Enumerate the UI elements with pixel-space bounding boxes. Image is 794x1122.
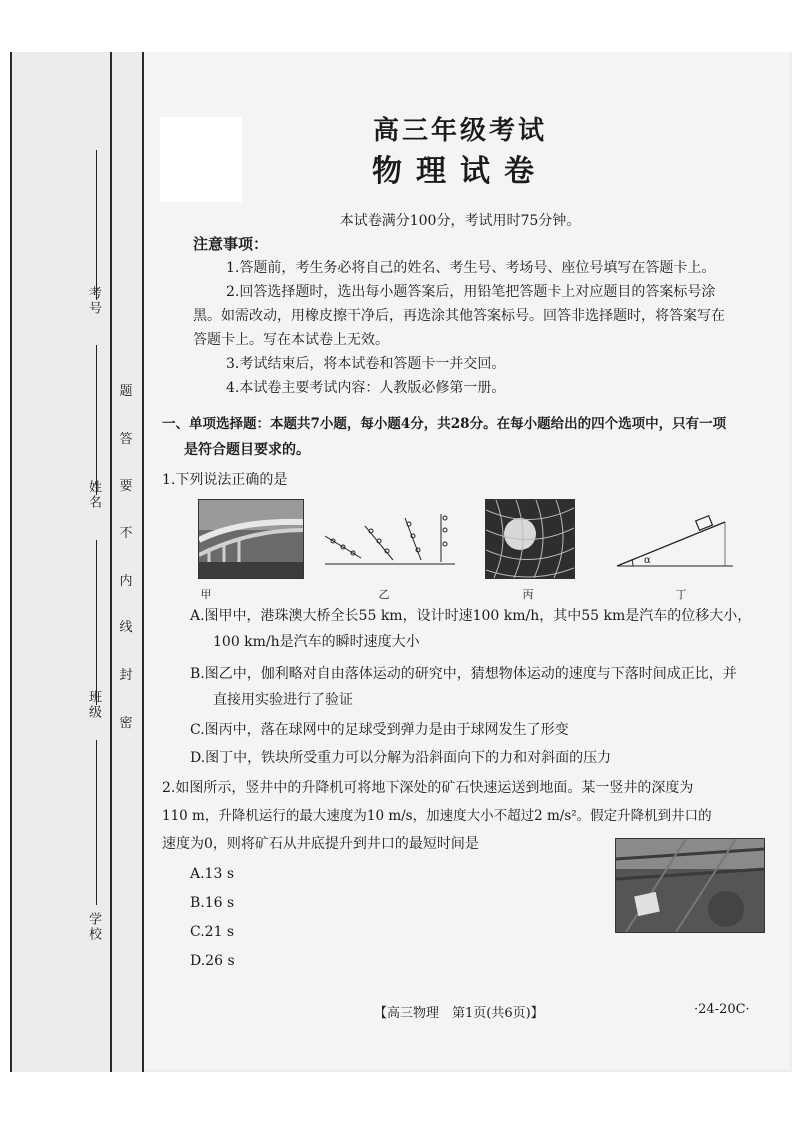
question-1-stem: 1.下列说法正确的是 bbox=[162, 472, 288, 488]
figure-caption-bing: 丙 bbox=[522, 588, 534, 601]
seal-char: 答 bbox=[119, 432, 133, 447]
seal-char: 封 bbox=[119, 668, 133, 683]
note-line: 黑。如需改动，用橡皮擦干净后，再选涂其他答案标号。回答非选择题时，将答案写在 bbox=[193, 308, 725, 324]
seal-char: 线 bbox=[119, 620, 133, 635]
angle-label: α bbox=[644, 555, 651, 566]
barcode-blank-area bbox=[160, 117, 242, 202]
section-heading: 一、单项选择题：本题共7小题，每小题4分，共28分。在每小题给出的四个选项中，只有一项 bbox=[162, 416, 727, 432]
q2-option-a: A.13 s bbox=[190, 866, 235, 882]
xingming-fill-line bbox=[96, 345, 97, 495]
question-2-stem: 2.如图所示，竖井中的升降机可将地下深处的矿石快速运送到地面。某一竖井的深度为 bbox=[162, 780, 694, 796]
note-line: 4.本试卷主要考试内容：人教版必修第一册。 bbox=[226, 380, 506, 396]
figure-ding-block-on-incline bbox=[615, 508, 735, 570]
figure-caption-ding: 丁 bbox=[675, 588, 687, 601]
q1-option-b: B.图乙中，伽利略对自由落体运动的研究中，猜想物体运动的速度与下落时间成正比，并 bbox=[190, 666, 737, 682]
binding-line-right bbox=[142, 52, 144, 1072]
banji-label: 班级 bbox=[86, 690, 101, 720]
q2-option-b: B.16 s bbox=[190, 895, 235, 911]
q1-option-d: D.图丁中，铁块所受重力可以分解为沿斜面向下的力和对斜面的压力 bbox=[190, 750, 612, 766]
xuexiao-label: 学校 bbox=[86, 912, 101, 942]
q1-option-b-cont: 直接用实验进行了验证 bbox=[213, 692, 353, 708]
figure-caption-yi: 乙 bbox=[378, 588, 390, 601]
question-2-stem-cont: 110 m，升降机运行的最大速度为10 m/s，加速度大小不超过2 m/s²。假定升降机到井口的 bbox=[162, 808, 712, 824]
exam-code: ·24-20C· bbox=[694, 1002, 750, 1017]
figure-bing-net-image bbox=[485, 499, 575, 579]
seal-char: 密 bbox=[119, 716, 133, 731]
q2-option-d: D.26 s bbox=[190, 953, 235, 969]
exam-subject-title: 物理试卷 bbox=[372, 154, 548, 189]
binding-line-left bbox=[110, 52, 112, 1072]
exam-info: 本试卷满分100分，考试用时75分钟。 bbox=[339, 213, 581, 229]
kaohao-fill-line bbox=[96, 150, 97, 300]
note-line: 1.答题前，考生务必将自己的姓名、考生号、考场号、座位号填写在答题卡上。 bbox=[226, 260, 716, 276]
xingming-label: 姓名 bbox=[86, 480, 101, 510]
notes-heading: 注意事项： bbox=[193, 235, 269, 253]
seal-char: 题 bbox=[119, 384, 133, 399]
note-line: 3.考试结束后，将本试卷和答题卡一并交回。 bbox=[226, 356, 506, 372]
figure-caption-jia: 甲 bbox=[200, 588, 212, 601]
figure-jia-bridge-image bbox=[198, 499, 304, 579]
kaohao-label: 考号 bbox=[86, 286, 101, 316]
banji-fill-line bbox=[96, 540, 97, 705]
q1-option-c: C.图丙中，落在球网中的足球受到弹力是由于球网发生了形变 bbox=[190, 722, 569, 738]
page-footer: 【高三物理 第1页(共6页)】 bbox=[374, 1006, 544, 1021]
exam-title: 高三年级考试 bbox=[372, 116, 547, 146]
q1-option-a-cont: 100 km/h是汽车的瞬时速度大小 bbox=[213, 634, 420, 650]
seal-char: 要 bbox=[119, 479, 133, 494]
seal-char: 不 bbox=[119, 526, 133, 541]
section-heading-cont: 是符合题目要求的。 bbox=[184, 442, 310, 458]
xuexiao-fill-line bbox=[96, 740, 97, 905]
note-line: 2.回答选择题时，选出每小题答案后，用铅笔把答题卡上对应题目的答案标号涂 bbox=[226, 284, 716, 300]
figure-yi-incline-diagram bbox=[325, 508, 460, 568]
question-2-stem-cont: 速度为0，则将矿石从井底提升到井口的最短时间是 bbox=[162, 836, 479, 852]
q2-option-c: C.21 s bbox=[190, 924, 235, 940]
mine-shaft-image bbox=[615, 838, 765, 933]
q1-option-a: A.图甲中，港珠澳大桥全长55 km，设计时速100 km/h，其中55 km是汽车的位移大小， bbox=[190, 608, 752, 624]
seal-char: 内 bbox=[119, 574, 133, 589]
note-line: 答题卡上。写在本试卷上无效。 bbox=[193, 332, 389, 348]
